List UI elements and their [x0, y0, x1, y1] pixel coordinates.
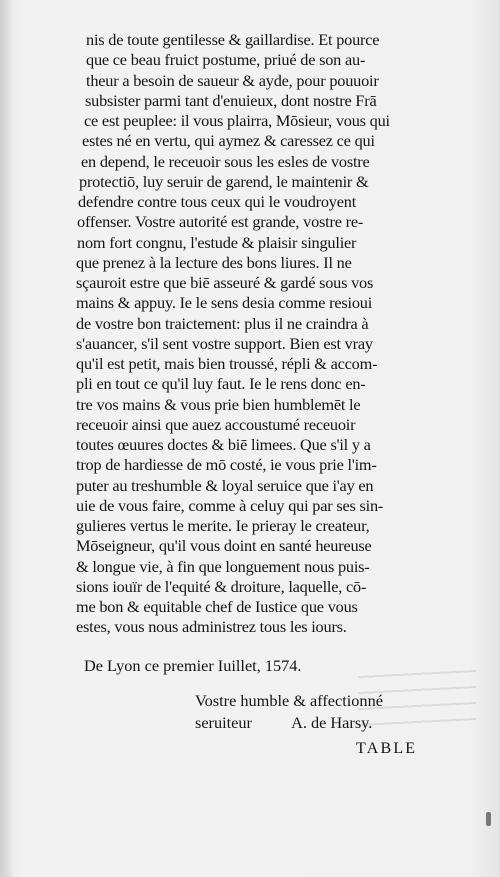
text-line: & longue vie, à fin que longuement nous puis- — [76, 556, 370, 576]
text-line: de vostre bon traictement: plus il ne craindra à — [76, 313, 369, 333]
text-line: Mōseigneur, qu'il vous doint en santé heureuse — [76, 536, 372, 556]
text-line: offenser. Vostre autorité est grande, vostre re- — [77, 212, 364, 232]
page-edge-mark — [486, 812, 491, 826]
text-line: que prenez à la lecture des bons liures. Il ne — [76, 252, 352, 272]
text-line: estes, vous nous administrez tous les iours. — [76, 617, 347, 637]
text-line: pli en tout ce qu'il luy faut. Ie le rens donc en- — [76, 374, 366, 394]
text-line: theur a besoin de saueur & ayde, pour pouuoir — [86, 70, 379, 90]
text-line: s'auancer, s'il sent vostre support. Bien est vray — [76, 333, 373, 353]
text-line: gulieres vertus le merite. Ie prieray le createur, — [76, 516, 370, 535]
text-line: toutes œuures doctes & biē limees. Que s'il y a — [76, 435, 371, 454]
letter-body — [76, 30, 436, 638]
dateline: De Lyon ce premier Iuillet, 1574. — [84, 656, 302, 675]
text-line: que ce beau fruict postume, priué de son au- — [86, 50, 366, 70]
text-line: me bon & equitable chef de Iustice que vous — [76, 597, 358, 616]
signature-closing: Vostre humble & affectionné — [195, 691, 383, 710]
text-line: puter au treshumble & loyal seruice que i'ay en — [76, 475, 374, 495]
signature-line — [195, 712, 455, 734]
text-line: estes né en vertu, qui aymez & caressez ce qui — [82, 131, 375, 151]
text-line: tre vos mains & vous prie bien humblemēt le — [76, 394, 361, 414]
text-line: sçauroit estre que biē asseuré & gardé sous vos — [76, 273, 374, 292]
text-line: uie de vous faire, comme à celuy qui par ses sin- — [76, 495, 384, 515]
text-line: mains & appuy. Ie le sens desia comme resioui — [76, 293, 373, 313]
text-line: protectiō, luy seruir de garend, le maintenir & — [79, 171, 369, 191]
page-gutter-shadow — [0, 0, 14, 877]
text-line: sions iouïr de l'equité & droiture, laquelle, cō- — [76, 576, 367, 596]
text-line: subsister parmi tant d'enuieux, dont nostre Frā — [85, 90, 377, 110]
text-line: trop de hardiesse de mō costé, ie vous prie l'im- — [76, 455, 377, 475]
catchword: TABLE — [356, 740, 418, 757]
text-line: en depend, le receuoir sous les esles de vostre — [81, 151, 370, 171]
text-line: nom fort congnu, l'estude & plaisir singulier — [77, 232, 357, 252]
text-line: defendre contre tous ceux qui le voudroyent — [78, 192, 357, 211]
text-line: ce est peuplee: il vous plairra, Mōsieur, vous qui — [84, 111, 390, 130]
signature-role: seruiteur — [195, 713, 252, 732]
text-line: qu'il est petit, mais bien troussé, répli & accom- — [76, 354, 378, 373]
text-line: receuoir ainsi que auez accoustumé receuoir — [76, 414, 356, 434]
text-line: nis de toute gentilesse & gaillardise. Et pource — [86, 30, 380, 49]
signature-name: A. de Harsy. — [291, 713, 373, 732]
signature-block — [195, 690, 455, 734]
